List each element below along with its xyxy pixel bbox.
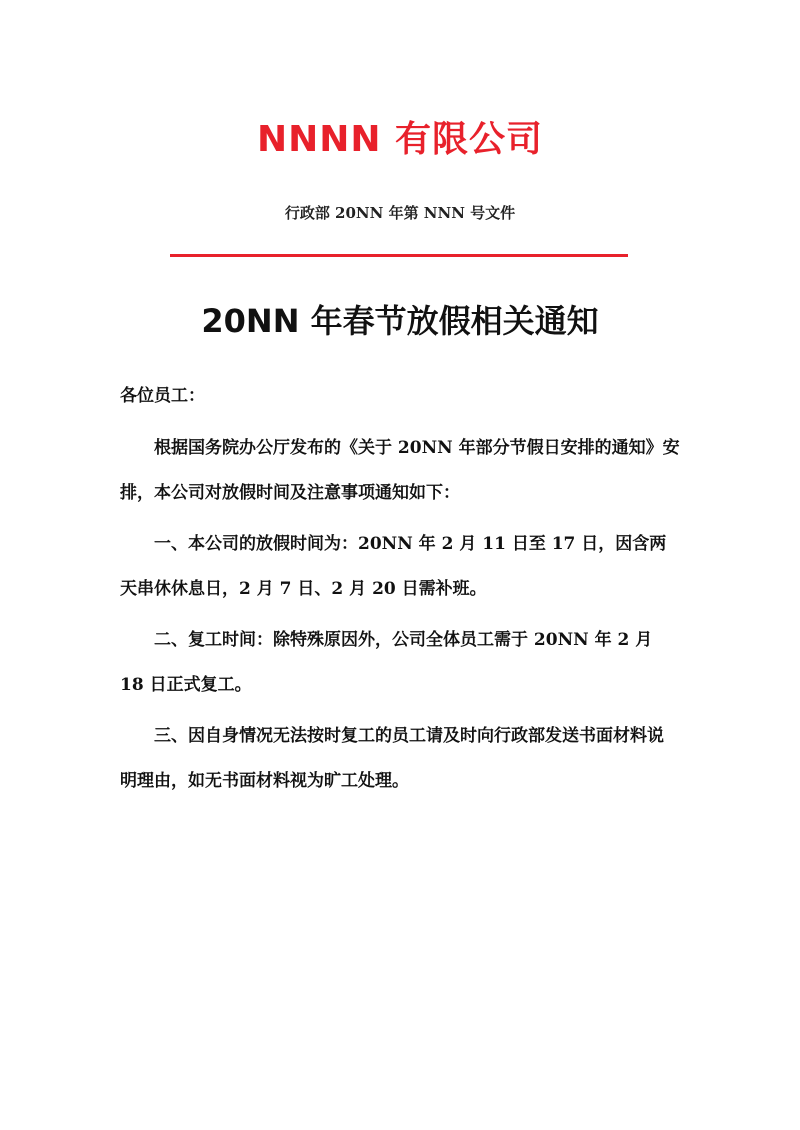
paragraph-return-date: 二、复工时间：除特殊原因外，公司全体员工需于 20NN 年 2 月 18 日正式复工。 (120, 630, 653, 695)
notice-title: 20NN 年春节放假相关通知 (201, 302, 599, 340)
company-name-heading: NNNN 有限公司 (256, 119, 544, 160)
paragraph-late-return: 三、因自身情况无法按时复工的员工请及时向行政部发送书面材料说明理由，如无书面材料视为旷工处理。 (120, 726, 664, 791)
salutation: 各位员工： (120, 386, 205, 406)
red-divider-line (170, 254, 628, 257)
paragraph-intro: 根据国务院办公厅发布的《关于 20NN 年部分节假日安排的通知》安排，本公司对放假时间及注意事项通知如下： (120, 438, 680, 503)
paragraph-holiday-period: 一、本公司的放假时间为：20NN 年 2 月 11 日至 17 日，因含两天串休休息日，2 月 7 日、2 月 20 日需补班。 (120, 534, 667, 599)
document-number: 行政部 20NN 年第 NNN 号文件 (284, 204, 516, 222)
